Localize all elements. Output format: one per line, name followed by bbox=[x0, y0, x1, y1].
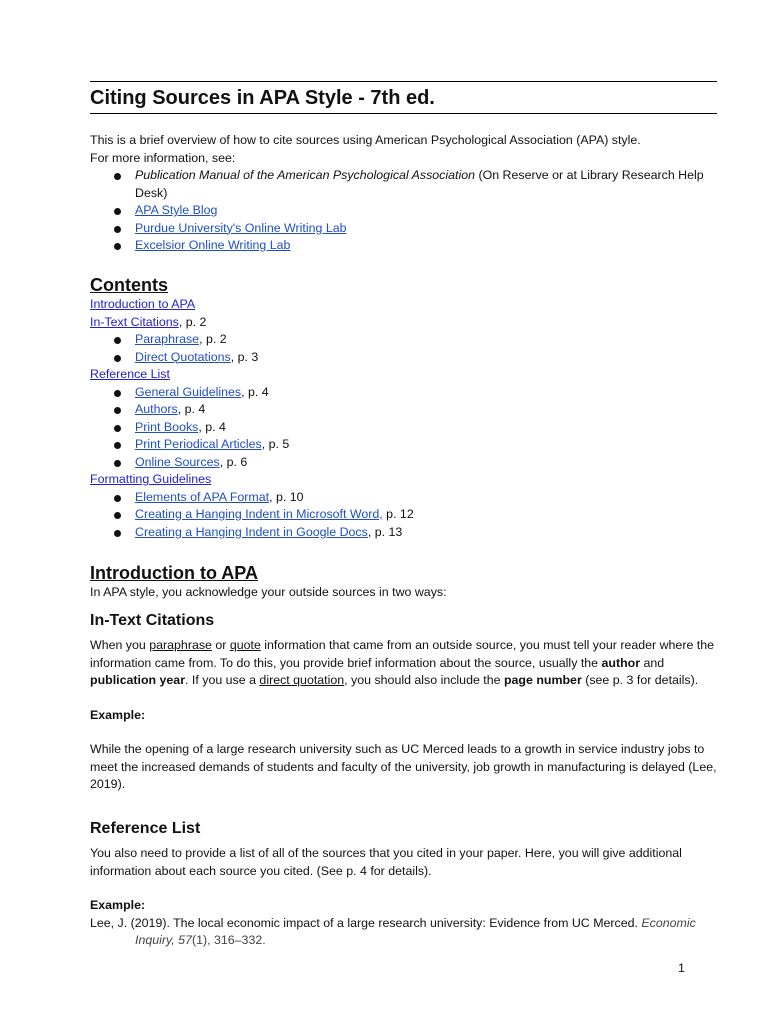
reference-heading: Reference List bbox=[90, 820, 201, 837]
text-run: , bbox=[171, 933, 179, 947]
apa-style-blog-link[interactable]: APA Style Blog bbox=[135, 203, 218, 217]
toc-page-ref: , p. 6 bbox=[219, 454, 248, 469]
intro-block bbox=[90, 132, 717, 255]
resource-item-purdue bbox=[90, 220, 717, 238]
toc-online-sources-link[interactable]: Online Sources bbox=[135, 454, 220, 469]
page-number-term: page number bbox=[503, 673, 582, 687]
publication-year-term: publication year bbox=[90, 673, 186, 687]
journal-title: Economic Inquiry bbox=[135, 915, 696, 947]
page-number: 1 bbox=[678, 961, 685, 975]
toc-paraphrase-link[interactable]: Paraphrase bbox=[135, 332, 200, 346]
issue-pages: (1), 316–332. bbox=[191, 933, 266, 947]
contents-heading: Contents bbox=[90, 275, 168, 295]
text-run: information that came from an outside source, you must tell your reader where the information came from. To do this, you provide brief information about the source, usually the bbox=[90, 638, 715, 670]
intro-line-1: This is a brief overview of how to cite sources using American Psychological Association (APA) style. bbox=[90, 133, 641, 147]
toc-page-ref: , p. 10 bbox=[269, 489, 304, 504]
toc-reference-list-link[interactable]: Reference List bbox=[90, 367, 170, 381]
toc-reference-sublist bbox=[90, 384, 717, 472]
toc-hanging-indent-word-link[interactable]: Creating a Hanging Indent in Microsoft Word, bbox=[135, 507, 383, 521]
resource-list bbox=[90, 167, 717, 255]
introduction-heading: Introduction to APA bbox=[90, 563, 258, 583]
toc-introduction-link[interactable]: Introduction to APA bbox=[90, 297, 196, 311]
toc-item bbox=[90, 384, 717, 402]
toc-page-ref: , p. 4 bbox=[198, 419, 226, 434]
top-rule bbox=[90, 81, 717, 82]
toc-item bbox=[90, 401, 717, 419]
toc-item bbox=[90, 419, 717, 437]
in-text-heading: In-Text Citations bbox=[90, 612, 215, 629]
toc-in-text-page: , p. 2 bbox=[178, 314, 207, 329]
in-text-example-text: While the opening of a large research university such as UC Merced leads to a growth in service industry jobs to meet the increased demands of students and faculty of the university, job growth in manufacturing is delayed (Lee, 2019). bbox=[90, 742, 717, 791]
paraphrase-term: paraphrase bbox=[149, 638, 212, 652]
in-text-paragraph bbox=[90, 637, 717, 690]
toc-in-text-citations-link[interactable]: In-Text Citations bbox=[90, 314, 179, 329]
toc-page-ref: p. 12 bbox=[382, 507, 414, 521]
intro-line-2: For more information, see: bbox=[90, 150, 236, 165]
text-run: When you bbox=[90, 638, 150, 652]
toc-item bbox=[90, 349, 717, 367]
toc-print-periodical-link[interactable]: Print Periodical Articles bbox=[135, 437, 262, 451]
reference-example-entry bbox=[90, 915, 717, 950]
direct-quotation-term: direct quotation bbox=[259, 673, 345, 687]
contents-block bbox=[90, 274, 717, 541]
author-term: author bbox=[601, 655, 641, 670]
toc-formatting-sublist bbox=[90, 489, 717, 542]
text-run: (see p. 3 for details). bbox=[581, 673, 699, 687]
toc-formatting-guidelines-link[interactable]: Formatting Guidelines bbox=[90, 472, 212, 486]
toc-direct-quotations-link[interactable]: Direct Quotations bbox=[135, 349, 231, 364]
resource-item-excelsior bbox=[90, 237, 717, 255]
excelsior-owl-link[interactable]: Excelsior Online Writing Lab bbox=[135, 238, 291, 252]
in-text-section bbox=[90, 611, 717, 794]
toc-authors-link[interactable]: Authors bbox=[135, 402, 178, 416]
toc-page-ref: , p. 4 bbox=[177, 402, 206, 416]
toc-hanging-indent-google-link[interactable]: Creating a Hanging Indent in Google Docs bbox=[135, 524, 368, 539]
page-title: Citing Sources in APA Style - 7th ed. bbox=[90, 87, 435, 109]
text-run: or bbox=[211, 638, 230, 652]
text-run: , you should also include the bbox=[344, 673, 504, 687]
reference-text: You also need to provide a list of all of the sources that you cited in your paper. Here, you will give additional information about each source you cited. (See p. 4 for details). bbox=[90, 846, 682, 878]
toc-general-guidelines-link[interactable]: General Guidelines bbox=[135, 384, 242, 399]
toc-page-ref: , p. 2 bbox=[199, 332, 227, 346]
resource-item-apa-blog bbox=[90, 202, 717, 220]
text-run: Lee, J. (2019). The local economic impact of a large research university: Evidence from UC Merced. bbox=[90, 915, 642, 930]
toc-elements-apa-format-link[interactable]: Elements of APA Format bbox=[135, 489, 270, 504]
text-run: and bbox=[640, 655, 665, 670]
reference-section bbox=[90, 819, 717, 950]
quote-term: quote bbox=[229, 638, 261, 652]
reference-example-label: Example: bbox=[90, 898, 146, 912]
manual-title: Publication Manual of the American Psychological Association bbox=[135, 168, 476, 182]
toc-page-ref: , p. 3 bbox=[230, 349, 259, 364]
toc-in-text-sublist bbox=[90, 331, 717, 366]
toc-page-ref: , p. 4 bbox=[241, 384, 269, 399]
purdue-owl-link[interactable]: Purdue University's Online Writing Lab bbox=[135, 220, 347, 235]
introduction-section bbox=[90, 562, 717, 602]
introduction-text: In APA style, you acknowledge your outside sources in two ways: bbox=[90, 585, 447, 599]
toc-page-ref: , p. 5 bbox=[261, 437, 290, 451]
toc-item bbox=[90, 436, 717, 454]
title-underline-rule bbox=[90, 113, 717, 114]
volume-number: 57 bbox=[178, 933, 192, 947]
toc-item bbox=[90, 454, 717, 472]
manual-note: (On Reserve or at Library Research Help Desk) bbox=[135, 168, 704, 200]
in-text-example-label: Example: bbox=[90, 707, 146, 722]
toc-item bbox=[90, 331, 717, 349]
resource-item-manual bbox=[90, 167, 717, 202]
toc-print-books-link[interactable]: Print Books bbox=[135, 419, 199, 434]
toc-item bbox=[90, 489, 717, 507]
toc-page-ref: , p. 13 bbox=[367, 524, 403, 539]
text-run: . If you use a bbox=[185, 673, 260, 687]
toc-item bbox=[90, 506, 717, 524]
toc-item bbox=[90, 524, 717, 542]
